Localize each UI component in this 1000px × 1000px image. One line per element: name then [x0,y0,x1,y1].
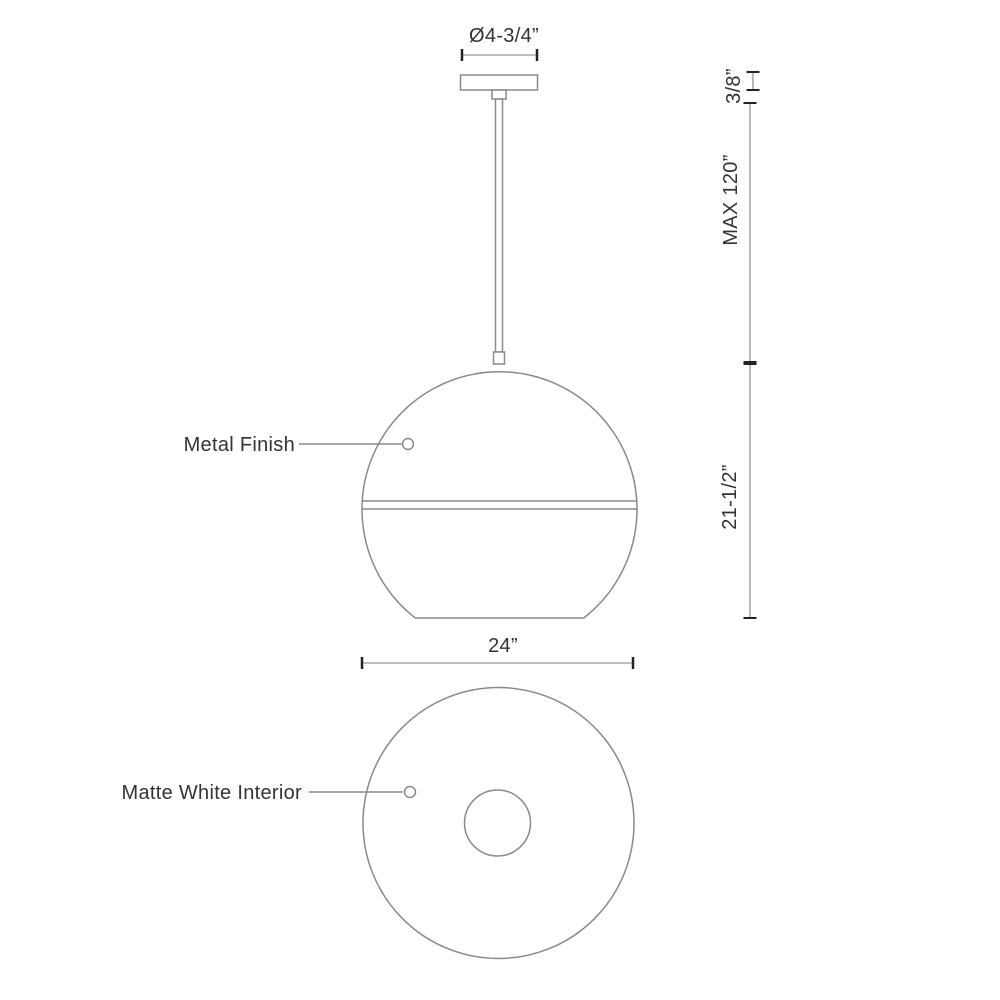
canopy-neck [492,90,506,99]
stem-connector [494,352,505,364]
canopy-height-label: 3/8” [723,68,745,104]
ceiling-canopy [461,75,538,90]
canopy-diameter-dimension [462,49,537,61]
body-diameter-dimension [362,657,633,669]
interior-callout [309,787,416,798]
metal-finish-label: Metal Finish [183,434,295,456]
fixture-side-view [362,75,637,618]
suspension-stem [496,99,503,352]
bottom-view-outer-circle [363,688,634,959]
body-height-label: 21-1/2” [719,464,741,530]
max-drop-label: MAX 120” [720,154,742,246]
sphere-body [362,372,637,618]
canopy-diameter-label: Ø4-3/4” [469,25,539,47]
body-diameter-label: 24” [488,635,518,657]
metal-finish-callout-dot [403,439,414,450]
bottom-view-inner-circle [465,790,531,856]
matte-white-interior-label: Matte White Interior [121,782,302,804]
interior-callout-dot [405,787,416,798]
fixture-bottom-view [363,688,634,959]
